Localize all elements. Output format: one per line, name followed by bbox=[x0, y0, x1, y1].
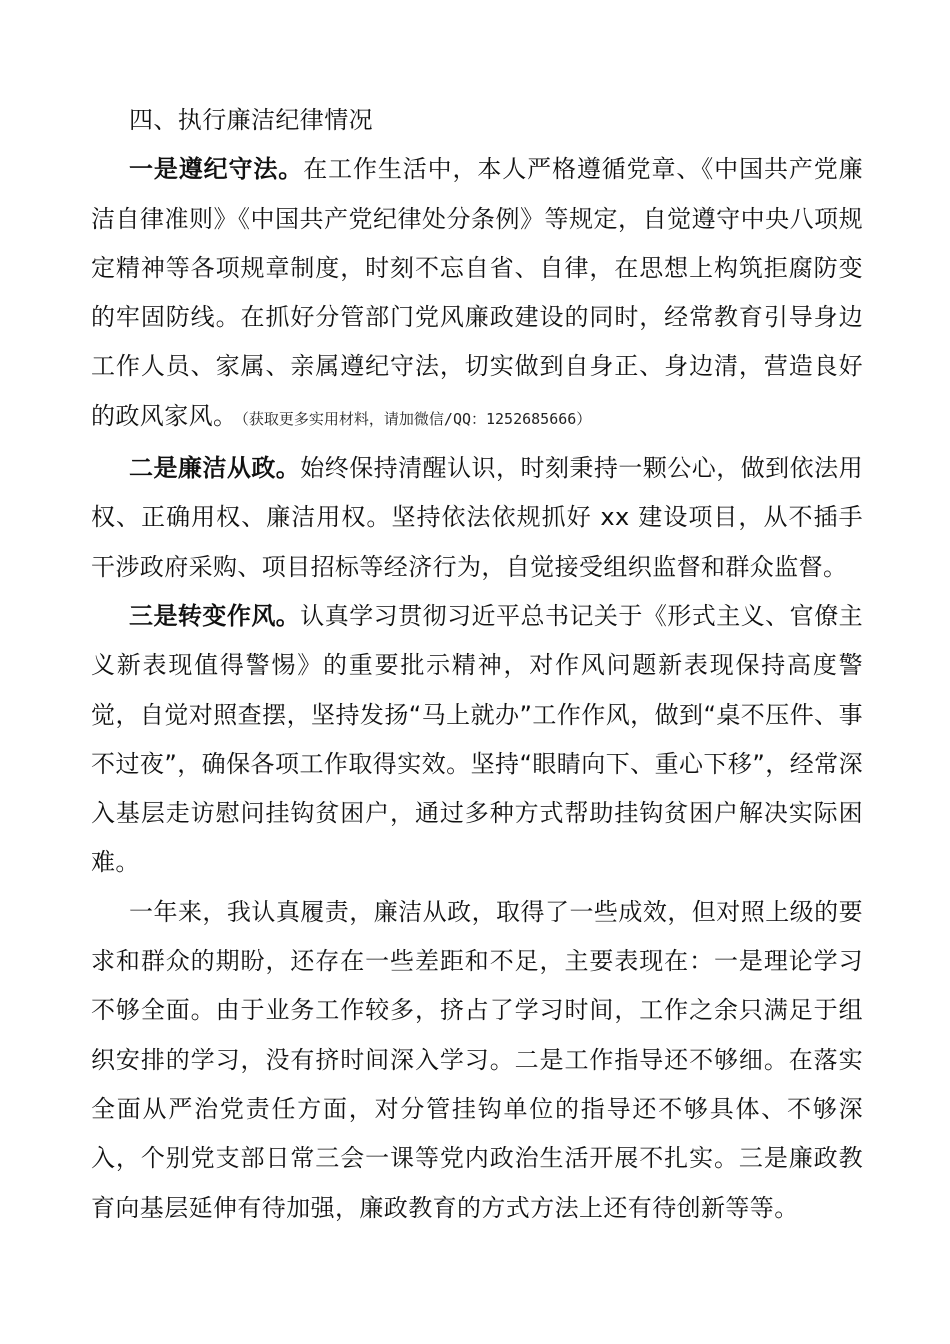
paragraph-text: 在工作生活中，本人严格遵循党章、《中国共产党廉洁自律准则》《中国共产党纪律处分条例》等规定，自觉遵守中央八项规定精神等各项规章制度，时刻不忘自省、自律，在思想上构筑拒腐防变的牢固防线。在抓好分管部门党风廉政建设的同时，经常教育引导身边工作人员、家属、亲属遵纪守法，切实做到自身正、身边清，营造良好的政风家风。 bbox=[91, 155, 863, 430]
paragraph-text: 始终保持清醒认识，时刻秉持一颗公心，做到依法用权、正确用权、廉洁用权。坚持依法依规抓好 xx 建设项目，从不插手干涉政府采购、项目招标等经济行为，自觉接受组织监督和群众监督。 bbox=[91, 454, 863, 581]
paragraph-law-abiding bbox=[91, 145, 863, 444]
paragraph-lead: 三是转变作风。 bbox=[129, 601, 301, 630]
paragraph-lead: 二是廉洁从政。 bbox=[129, 454, 301, 483]
document-body bbox=[91, 96, 863, 1233]
paragraph-clean-governance bbox=[91, 444, 863, 592]
contact-note: （获取更多实用材料，请加微信/QQ：1252685666） bbox=[241, 409, 592, 428]
paragraph-work-style bbox=[91, 592, 863, 888]
paragraph-text: 认真学习贯彻习近平总书记关于《形式主义、官僚主义新表现值得警惕》的重要批示精神，对作风问题新表现保持高度警觉，自觉对照查摆，坚持发扬“马上就办”工作作风，做到“桌不压件、事不过夜”，确保各项工作取得实效。坚持“眼睛向下、重心下移”，经常深入基层走访慰问挂钩贫困户，通过多种方式帮助挂钩贫困户解决实际困难。 bbox=[91, 601, 863, 877]
paragraph-text: 一年来，我认真履责，廉洁从政，取得了一些成效，但对照上级的要求和群众的期盼，还存在一些差距和不足，主要表现在：一是理论学习不够全面。由于业务工作较多，挤占了学习时间，工作之余只满足于组织安排的学习，没有挤时间深入学习。二是工作指导还不够细。在落实全面从严治党责任方面，对分管挂钩单位的指导还不够具体、不够深入，个别党支部日常三会一课等党内政治生活开展不扎实。三是廉政教育向基层延伸有待加强，廉政教育的方式方法上还有待创新等等。 bbox=[91, 897, 863, 1222]
section-heading: 四、执行廉洁纪律情况 bbox=[129, 106, 373, 134]
paragraph-lead: 一是遵纪守法。 bbox=[129, 155, 304, 184]
paragraph-summary-shortcomings bbox=[91, 888, 863, 1233]
